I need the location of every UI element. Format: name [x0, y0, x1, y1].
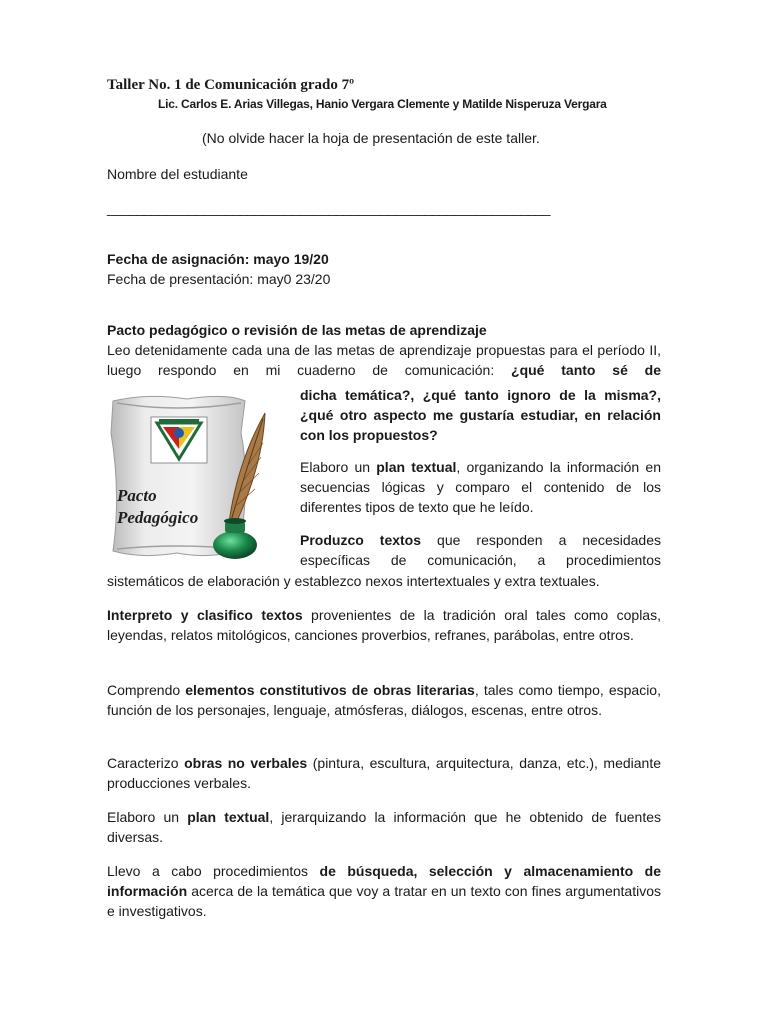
- learning-goal-2-continued: sistemáticos de elaboración y establezco nexos intertextuales y extra textuales.: [107, 573, 600, 589]
- school-emblem: [151, 417, 207, 463]
- learning-goal-7: Llevo a cabo procedimientos de búsqueda, selección y almacenamiento de información acerca de la temática que voy a tratar en un texto con fines argumentativos e investigativos.: [107, 863, 661, 919]
- learning-goal-6: Elaboro un plan textual, jerarquizando la información que he obtenido de fuentes diversas.: [107, 809, 662, 845]
- pacto-pedagogico-illustration: [107, 393, 267, 563]
- reminder-note: (No olvide hacer la hoja de presentación de este taller.: [202, 130, 540, 146]
- learning-goal-1: Elaboro un plan textual, organizando la información en secuencias lógicas y comparo el contenido de los diferentes tipos de texto que he leído.: [300, 459, 662, 515]
- authors-line: Lic. Carlos E. Arias Villegas, Hanio Vergara Clemente y Matilde Nisperuza Vergara: [158, 97, 607, 111]
- image-caption-1: Pacto: [117, 486, 157, 505]
- learning-goal-4: Comprendo elementos constitutivos de obras literarias, tales como tiempo, espacio, función de los personajes, lenguaje, atmósferas, diálogos, escenas, entre otros.: [107, 682, 661, 718]
- section-title: Pacto pedagógico o revisión de las metas de aprendizaje: [107, 322, 487, 338]
- image-caption-2: Pedagógico: [117, 508, 199, 527]
- intro-paragraph: Leo detenidamente cada una de las metas de aprendizaje propuestas para el período II, luego respondo en mi cuaderno de comunicación: ¿qué tanto sé de: [107, 342, 661, 378]
- learning-goal-3: Interpreto y clasifico textos provenientes de la tradición oral tales como coplas, leyendas, relatos mitológicos, canciones proverbios, refranes, parábolas, entre otros.: [107, 607, 661, 643]
- learning-goal-5: Caracterizo obras no verbales (pintura, escultura, arquitectura, danza, etc.), mediante producciones verbales.: [107, 755, 661, 791]
- document-title: Taller No. 1 de Comunicación grado 7º: [107, 77, 355, 93]
- presentation-date: Fecha de presentación: may0 23/20: [107, 271, 331, 287]
- reflection-questions: dicha temática?, ¿qué tanto ignoro de la misma?, ¿qué otro aspecto me gustaría estudiar, en relación con los propuestos?: [300, 387, 661, 443]
- student-name-line: ____________________________________________________________: [107, 200, 551, 216]
- learning-goal-2: Produzco textos que responden a necesidades específicas de comunicación, a procedimientos: [300, 532, 662, 568]
- assignment-date: Fecha de asignación: mayo 19/20: [107, 251, 329, 267]
- student-name-label: Nombre del estudiante: [107, 166, 248, 182]
